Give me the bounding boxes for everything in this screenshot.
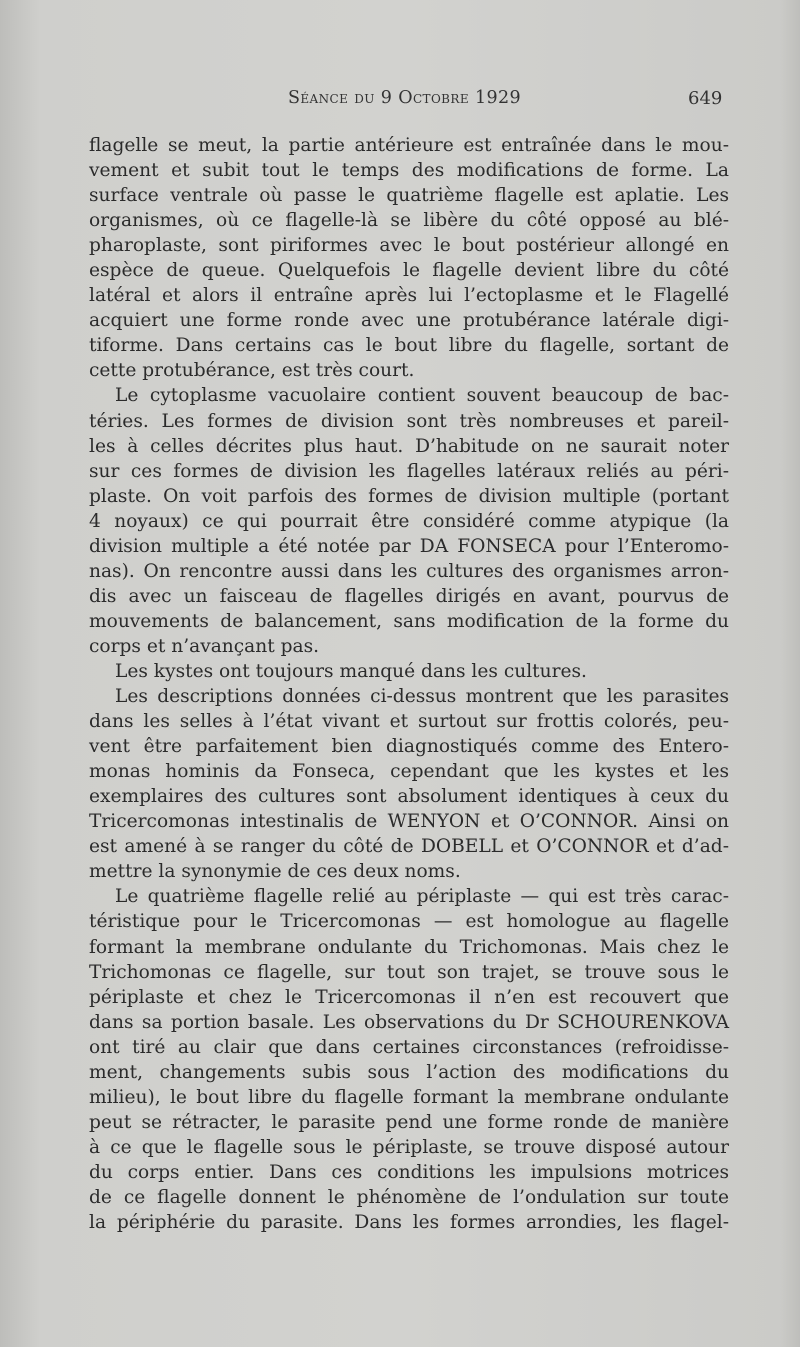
text-line: dans les selles à l’état vivant et surtout sur frottis colorés, peu- bbox=[89, 711, 729, 733]
text-line: Le quatrième flagelle relié au périplaste — qui est très carac- bbox=[115, 886, 729, 908]
text-line: milieu), le bout libre du flagelle formant la membrane ondulante bbox=[89, 1086, 729, 1108]
text-line: dis avec un faisceau de flagelles dirigés en avant, pourvus de bbox=[89, 585, 729, 607]
text-line: corps et n’avançant pas. bbox=[89, 635, 320, 657]
text-line: acquiert une forme ronde avec une protubérance latérale digi- bbox=[89, 310, 729, 332]
text-line: latéral et alors il entraîne après lui l’ectoplasme et le Flagellé bbox=[89, 285, 729, 307]
text-line: surface ventrale où passe le quatrième flagelle est aplatie. Les bbox=[89, 185, 729, 207]
text-line: formant la membrane ondulante du Trichomonas. Mais chez le bbox=[89, 936, 729, 958]
text-line: division multiple a été notée par DA FONSECA pour l’Enteromo- bbox=[89, 535, 729, 557]
text-line: sur ces formes de division les flagelles latéraux reliés au péri- bbox=[89, 460, 729, 482]
text-line: Le cytoplasme vacuolaire contient souvent beaucoup de bac- bbox=[115, 385, 729, 407]
text-line: plaste. On voit parfois des formes de division multiple (portant bbox=[89, 485, 729, 507]
text-line: est amené à se ranger du côté de DOBELL et O’CONNOR et d’ad- bbox=[89, 836, 729, 858]
text-line: vent être parfaitement bien diagnostiqués comme des Entero- bbox=[89, 736, 729, 758]
text-line: les à celles décrites plus haut. D’habitude on ne saurait noter bbox=[89, 435, 729, 457]
text-line: vement et subit tout le temps des modifications de forme. La bbox=[89, 160, 729, 182]
text-line: périplaste et chez le Tricercomonas il n’en est recouvert que bbox=[89, 986, 729, 1008]
text-line: de ce flagelle donnent le phénomène de l’ondulation sur toute bbox=[89, 1186, 729, 1208]
text-line: monas hominis da Fonseca, cependant que les kystes et les bbox=[89, 761, 729, 783]
text-line: ont tiré au clair que dans certaines circonstances (refroidisse- bbox=[89, 1036, 729, 1058]
text-line: tiforme. Dans certains cas le bout libre du flagelle, sortant de bbox=[89, 335, 729, 357]
text-line: organismes, où ce flagelle-là se libère du côté opposé au blé- bbox=[89, 210, 729, 232]
text-line: pharoplaste, sont piriformes avec le bout postérieur allongé en bbox=[89, 235, 729, 257]
text-line: à ce que le flagelle sous le périplaste, se trouve disposé autour bbox=[89, 1136, 729, 1158]
text-line: ment, changements subis sous l’action des modifications du bbox=[89, 1061, 729, 1083]
text-line: Les descriptions données ci-dessus montrent que les parasites bbox=[115, 686, 729, 708]
text-line: cette protubérance, est très court. bbox=[89, 360, 415, 382]
text-line: dans sa portion basale. Les observations du Dr SCHOURENKOVA bbox=[89, 1011, 729, 1033]
text-line: Trichomonas ce flagelle, sur tout son trajet, se trouve sous le bbox=[89, 961, 729, 983]
body-text bbox=[89, 133, 729, 1235]
text-line: la périphérie du parasite. Dans les formes arrondies, les flagel- bbox=[89, 1212, 729, 1234]
text-line: mettre la synonymie de ces deux noms. bbox=[89, 861, 461, 883]
page-header bbox=[0, 88, 800, 116]
text-line: mouvements de balancement, sans modification de la forme du bbox=[89, 610, 729, 632]
text-line: exemplaires des cultures sont absolument identiques à ceux du bbox=[89, 786, 729, 808]
text-line: 4 noyaux) ce qui pourrait être considéré comme atypique (la bbox=[89, 510, 729, 532]
text-line: Les kystes ont toujours manqué dans les cultures. bbox=[115, 660, 587, 682]
page-number: 649 bbox=[688, 88, 723, 109]
text-line: téries. Les formes de division sont très nombreuses et pareil- bbox=[89, 410, 729, 432]
text-line: flagelle se meut, la partie antérieure est entraînée dans le mou- bbox=[89, 135, 729, 156]
text-line: espèce de queue. Quelquefois le flagelle devient libre du côté bbox=[89, 260, 729, 282]
text-line: téristique pour le Tricercomonas — est homologue au flagelle bbox=[89, 911, 729, 933]
text-line: Tricercomonas intestinalis de WENYON et O’CONNOR. Ainsi on bbox=[89, 811, 729, 833]
text-line: peut se rétracter, le parasite pend une forme ronde de manière bbox=[89, 1111, 729, 1133]
text-line: nas). On rencontre aussi dans les cultures des organismes arron- bbox=[89, 560, 729, 582]
text-line: du corps entier. Dans ces conditions les impulsions motrices bbox=[89, 1161, 729, 1183]
running-title: Séance du 9 Octobre 1929 bbox=[288, 88, 522, 108]
